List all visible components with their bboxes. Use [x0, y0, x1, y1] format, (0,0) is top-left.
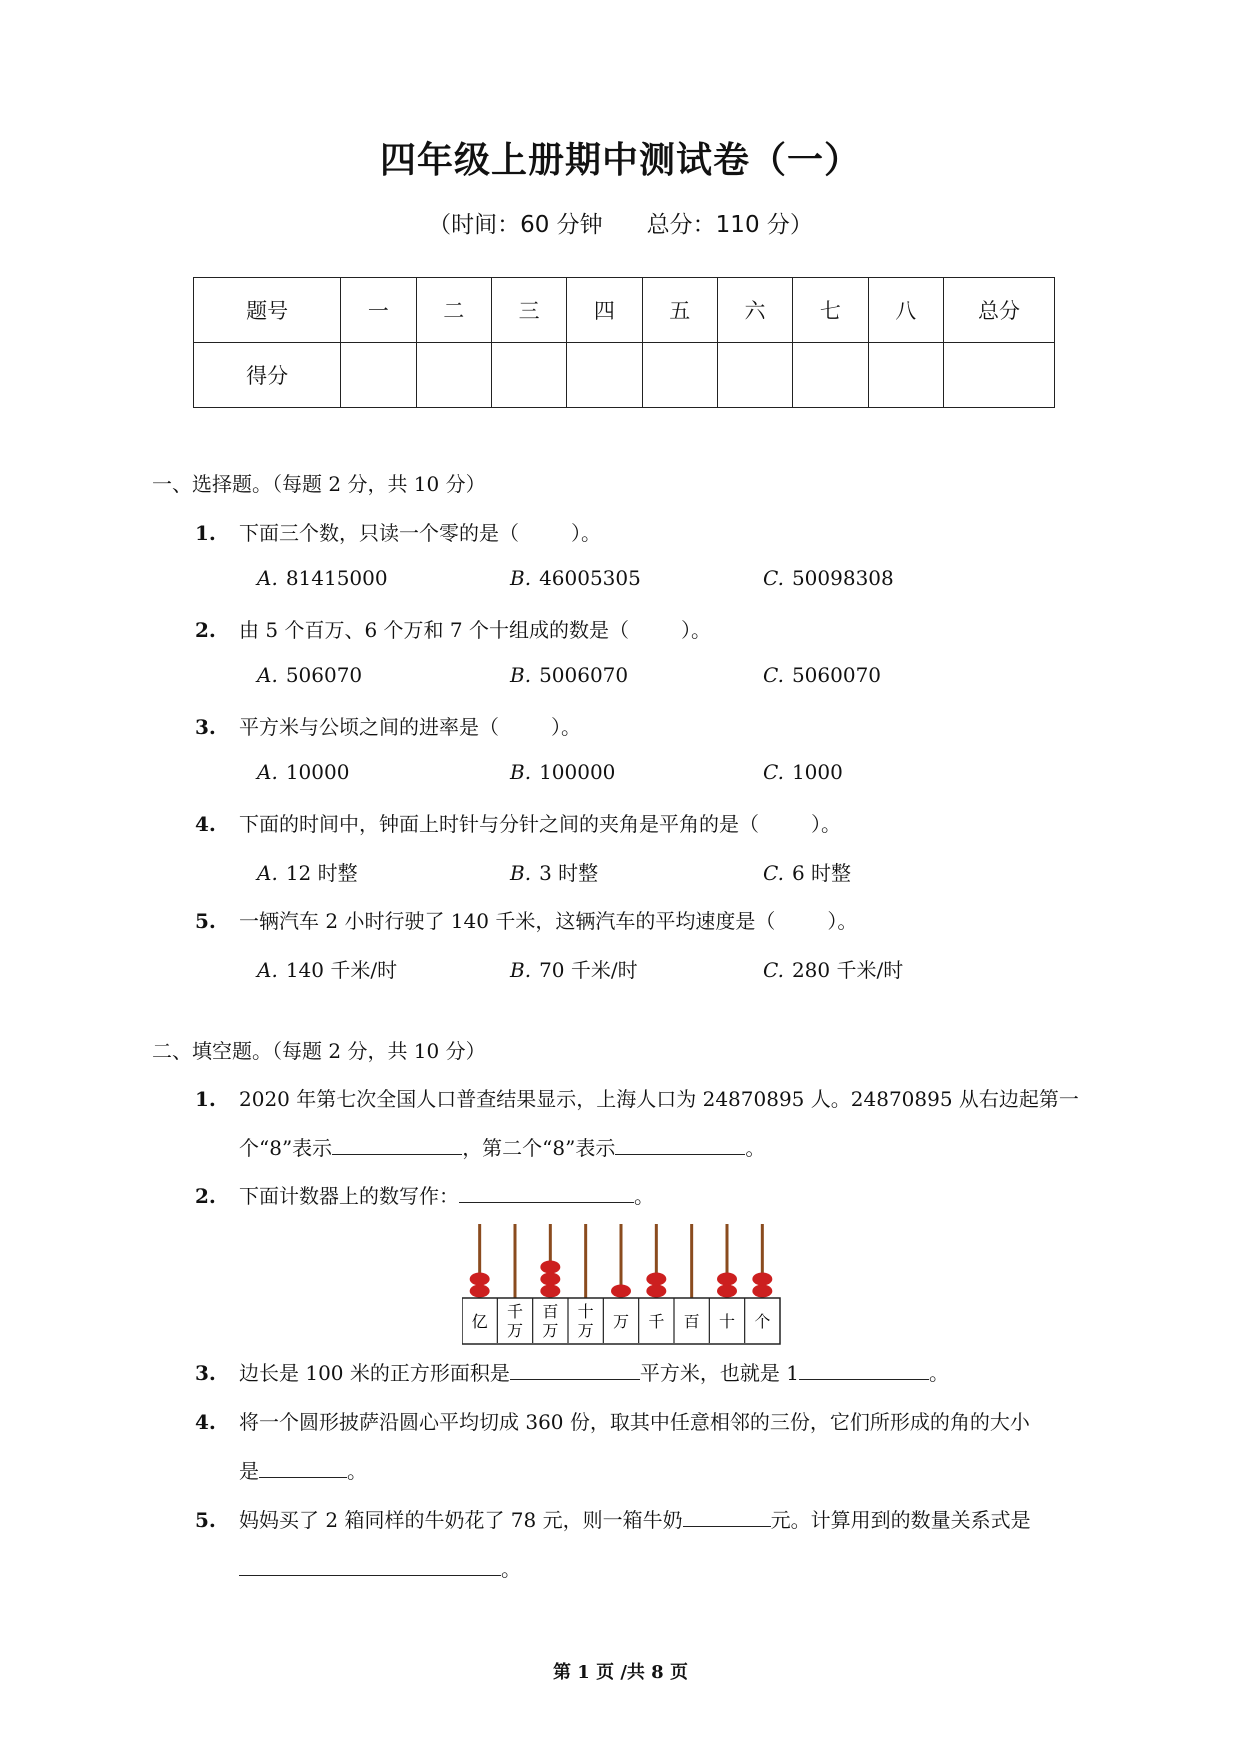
question-text: ，第二个“8”表示: [462, 1136, 616, 1160]
abacus-bead: [611, 1285, 631, 1298]
answer-blank[interactable]: [799, 1361, 929, 1380]
header-cell: 六: [717, 278, 792, 343]
question: [195, 517, 601, 546]
option-letter: B.: [510, 958, 532, 982]
question-text: 。: [745, 1136, 766, 1160]
option-text: 12 时整: [285, 861, 358, 885]
answer-blank[interactable]: [510, 1361, 640, 1380]
question-text-end: ）。: [827, 909, 858, 933]
option-text: 81415000: [285, 566, 388, 590]
header-cell: 一: [341, 278, 416, 343]
abacus-place-label: 百: [542, 1302, 559, 1321]
score-cell[interactable]: [567, 343, 642, 408]
option-b[interactable]: [510, 857, 598, 886]
option-a[interactable]: [257, 663, 362, 687]
question-text: 一辆汽车 2 小时行驶了 140 千米，这辆汽车的平均速度是（: [239, 909, 776, 933]
option-b[interactable]: [510, 663, 628, 687]
abacus-place-label: 十: [718, 1312, 736, 1331]
answer-blank[interactable]: [239, 1557, 501, 1576]
option-letter: A.: [257, 861, 278, 885]
question-text-end: ）。: [811, 812, 841, 836]
option-text: 140 千米/时: [285, 958, 398, 982]
abacus-bead: [540, 1273, 560, 1286]
question: [195, 1083, 1079, 1112]
score-cell[interactable]: [868, 343, 943, 408]
option-a[interactable]: [257, 857, 358, 886]
option-letter: A.: [257, 566, 278, 590]
time-info: （时间：60 分钟: [428, 212, 603, 238]
abacus-place-label: 万: [542, 1321, 559, 1340]
question-number: 4.: [195, 812, 216, 836]
header-cell: 题号: [194, 278, 341, 343]
question: [195, 1357, 949, 1386]
abacus-bead: [717, 1273, 737, 1286]
question-text: 下面的时间中，钟面上时针与分针之间的夹角是平角的是（: [239, 812, 759, 836]
answer-blank[interactable]: [459, 1184, 634, 1203]
question: [195, 905, 857, 934]
question: [195, 1504, 1031, 1533]
score-cell[interactable]: [642, 343, 717, 408]
question-text: 元。计算用到的数量关系式是: [770, 1508, 1031, 1532]
question-number: 4.: [195, 1410, 216, 1434]
score-cell[interactable]: [793, 343, 868, 408]
abacus-place-label: 个: [754, 1312, 771, 1331]
abacus-place-label: 十: [577, 1302, 594, 1321]
question-continuation: [239, 1553, 521, 1582]
abacus-place-label: 亿: [471, 1312, 488, 1331]
option-letter: C.: [763, 861, 784, 885]
score-cell[interactable]: [416, 343, 491, 408]
score-table: [193, 277, 1055, 408]
option-text: 50098308: [791, 566, 894, 590]
section-heading: 一、选择题。（每题 2 分，共 10 分）: [152, 472, 486, 496]
option-a[interactable]: [257, 566, 388, 590]
question-text-end: 。: [347, 1459, 367, 1483]
abacus-rods: [470, 1224, 773, 1298]
option-text: 100000: [539, 760, 616, 784]
page-title: 四年级上册期中测试卷（一）: [379, 140, 861, 181]
option-b[interactable]: [510, 954, 638, 983]
question-text: 下面计数器上的数写作：: [239, 1184, 459, 1208]
option-text: 506070: [285, 663, 363, 687]
option-letter: A.: [257, 663, 278, 687]
page-footer: 第 1 页 /共 8 页: [553, 1662, 688, 1683]
answer-blank[interactable]: [615, 1136, 745, 1155]
score-cell[interactable]: [341, 343, 416, 408]
question-number: 1.: [195, 521, 216, 545]
abacus-place-label: 万: [612, 1312, 630, 1331]
question-text: 个“8”表示: [239, 1136, 333, 1160]
header-cell: 七: [793, 278, 868, 343]
option-text: 5006070: [539, 663, 629, 687]
header-cell: 四: [567, 278, 642, 343]
abacus-place-label: 千: [648, 1312, 665, 1331]
abacus-bead: [646, 1273, 666, 1286]
option-text: 3 时整: [539, 861, 599, 885]
option-text: 70 千米/时: [539, 958, 638, 982]
abacus-place-label: 千: [506, 1302, 524, 1321]
score-cell[interactable]: [717, 343, 792, 408]
question-text: 2020 年第七次全国人口普查结果显示，上海人口为 24870895 人。24870895 从右边起第一: [239, 1087, 1079, 1111]
question-text-end: ）。: [680, 618, 711, 642]
question-number: 3.: [195, 715, 216, 739]
question-text-end: ）。: [551, 715, 581, 739]
option-a[interactable]: [257, 760, 349, 784]
question-text: 下面三个数，只读一个零的是（: [239, 521, 519, 545]
question-text: 妈妈买了 2 箱同样的牛奶花了 78 元，则一箱牛奶: [239, 1508, 683, 1532]
abacus-bead: [540, 1261, 560, 1274]
option-c[interactable]: [763, 566, 894, 590]
score-table-score-row: [194, 343, 1055, 408]
question-number: 1.: [195, 1087, 216, 1111]
question: [195, 1406, 1030, 1435]
option-b[interactable]: [510, 566, 641, 590]
abacus-place-label: 百: [683, 1312, 700, 1331]
question-text-end: 。: [928, 1361, 949, 1385]
option-c[interactable]: [763, 857, 851, 886]
option-letter: C.: [763, 566, 784, 590]
score-cell[interactable]: [491, 343, 566, 408]
option-letter: B.: [510, 663, 532, 687]
option-text: 6 时整: [791, 861, 852, 885]
question-text: 平方米，也就是 1: [639, 1361, 799, 1385]
question-continuation: [239, 1455, 367, 1484]
question-text: 将一个圆形披萨沿圆心平均切成 360 份，取其中任意相邻的三份，它们所形成的角的大小: [239, 1410, 1030, 1434]
score-cell[interactable]: [944, 343, 1055, 408]
abacus-diagram: [462, 1222, 782, 1346]
option-c[interactable]: [763, 663, 881, 687]
question-number: 5.: [195, 909, 216, 933]
header-cell: 五: [642, 278, 717, 343]
question: [195, 711, 581, 740]
abacus-bead: [646, 1285, 666, 1298]
abacus-bead: [470, 1285, 490, 1298]
exam-info: [0, 206, 1241, 239]
answer-blank[interactable]: [259, 1459, 347, 1478]
abacus-bead: [752, 1273, 772, 1286]
abacus-bead: [470, 1273, 490, 1286]
option-b[interactable]: [510, 760, 615, 784]
option-letter: A.: [257, 760, 278, 784]
abacus-bead: [717, 1285, 737, 1298]
question-text: 边长是 100 米的正方形面积是: [239, 1361, 510, 1385]
question-number: 2.: [195, 1184, 216, 1208]
option-letter: B.: [510, 760, 532, 784]
question: [195, 614, 711, 643]
question-text-end: 。: [501, 1557, 521, 1581]
option-text: 46005305: [539, 566, 641, 590]
option-c[interactable]: [763, 760, 843, 784]
header-cell: 八: [868, 278, 943, 343]
option-letter: C.: [763, 663, 784, 687]
question-text: 平方米与公顷之间的进率是（: [239, 715, 499, 739]
header-cell: 二: [416, 278, 491, 343]
question-number: 5.: [195, 1508, 216, 1532]
option-letter: B.: [510, 566, 532, 590]
answer-blank[interactable]: [683, 1508, 771, 1527]
question-text: 是: [239, 1459, 259, 1483]
question: [195, 808, 841, 837]
abacus-bead: [540, 1285, 560, 1298]
question-text: 由 5 个百万、6 个万和 7 个十组成的数是（: [239, 618, 629, 642]
header-cell: 总分: [944, 278, 1055, 343]
question-continuation: [239, 1132, 765, 1161]
abacus-place-label: 万: [506, 1321, 524, 1340]
option-letter: C.: [763, 958, 784, 982]
option-text: 1000: [791, 760, 843, 784]
question-number: 2.: [195, 618, 216, 642]
score-table-header-row: [194, 278, 1055, 343]
option-c[interactable]: [763, 954, 903, 983]
question-text-end: ）。: [571, 521, 601, 545]
option-text: 10000: [285, 760, 350, 784]
abacus-place-label: 万: [577, 1321, 594, 1340]
option-letter: B.: [510, 861, 532, 885]
option-letter: A.: [257, 958, 278, 982]
option-a[interactable]: [257, 954, 397, 983]
abacus-bead: [752, 1285, 772, 1298]
answer-blank[interactable]: [332, 1136, 462, 1155]
total-score-info: 总分：110 分）: [646, 212, 813, 238]
header-cell: 三: [491, 278, 566, 343]
section-heading: 二、填空题。（每题 2 分，共 10 分）: [152, 1039, 486, 1063]
option-text: 5060070: [791, 663, 882, 687]
question-number: 3.: [195, 1361, 216, 1385]
option-text: 280 千米/时: [791, 958, 904, 982]
question-text-end: 。: [634, 1184, 654, 1208]
question: [195, 1180, 654, 1209]
score-label-cell: 得分: [194, 343, 341, 408]
option-letter: C.: [763, 760, 784, 784]
